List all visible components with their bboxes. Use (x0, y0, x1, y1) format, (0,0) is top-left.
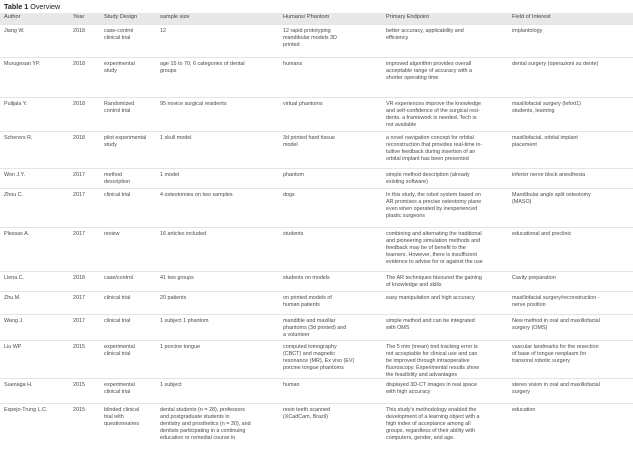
author-cell: Scherers R. (4, 135, 33, 141)
cell-line: New method in oral and maxillofacial (512, 318, 600, 324)
cell-line: 1 subject 1 phantom (160, 318, 209, 324)
cell-line: porcine tongue phantoms (283, 365, 344, 372)
humans-phantom-cell (283, 295, 332, 309)
cell-line: and pioneering simulation methods and (386, 238, 481, 245)
sample-cell (160, 295, 186, 302)
cell-line: blinded clinical (104, 407, 140, 413)
author-cell: Murugesan YP. (4, 61, 41, 67)
cell-line: phantom (283, 172, 304, 178)
table-row (0, 378, 633, 404)
header-sample-size: sample size (160, 14, 190, 20)
table-row (0, 57, 633, 98)
author-cell: Jiang W. (4, 28, 25, 34)
cell-line: description (104, 179, 131, 186)
table-title: Overview (30, 2, 61, 11)
cell-line: AR promises a precise osteotomy plane (386, 199, 482, 206)
field-cell (512, 172, 585, 179)
field-cell (512, 275, 556, 282)
cell-line: students (283, 231, 304, 237)
cell-line: combining and alternating the traditional (386, 231, 482, 237)
table-row (0, 168, 633, 189)
cell-line: study (104, 142, 117, 149)
cell-line: (MASO) (512, 199, 532, 206)
cell-line: This study's methodology enabled the (386, 407, 477, 413)
cell-line: not acceptable for clinical use and can (386, 351, 478, 358)
header-field-of-interest: Field of Interest (512, 14, 551, 20)
endpoint-cell (386, 28, 464, 42)
sample-cell (160, 61, 245, 75)
humans-phantom-cell (283, 135, 335, 149)
header-year: Year (73, 14, 85, 20)
design-cell (104, 318, 130, 325)
humans-phantom-cell (283, 192, 295, 199)
cell-line: the feasibility and advantages (386, 372, 458, 379)
cell-line: phantoms (3d printed) and (283, 325, 347, 332)
sample-cell (160, 101, 227, 108)
field-cell (512, 61, 598, 68)
cell-line: mandibular models 3D (283, 35, 337, 42)
endpoint-cell (386, 407, 480, 442)
field-cell (512, 318, 600, 332)
cell-line: be improved through intraoperative (386, 358, 470, 365)
cell-line: dental students (n = 28), professors (160, 407, 245, 413)
cell-line: students, learning (512, 108, 555, 115)
year-cell: 2018 (73, 28, 85, 34)
header-study-design: Study Design (104, 14, 138, 20)
cell-line: age 15 to 70; 6 categories of dental (160, 61, 245, 67)
author-cell: Liu WP (4, 344, 22, 350)
cell-line: 1 subject (160, 382, 182, 388)
cell-line: resin teeth scanned (283, 407, 331, 413)
design-cell (104, 295, 130, 302)
table-label: Table 1 (4, 2, 29, 11)
year-cell: 2017 (73, 172, 85, 178)
endpoint-cell (386, 172, 470, 186)
endpoint-cell (386, 275, 482, 289)
cell-line: tuitive feedback during insertion of an (386, 149, 476, 156)
design-cell (104, 344, 135, 358)
cell-line: surgery (OMS) (512, 325, 548, 332)
cell-line: mandible and maxillar (283, 318, 336, 324)
design-cell (104, 28, 133, 42)
year-cell: 2017 (73, 231, 85, 237)
cell-line: computed tomography (283, 344, 337, 350)
sample-cell (160, 407, 251, 442)
humans-phantom-cell (283, 407, 330, 421)
cell-line: dentistry and prosthetics (n = 30), and (160, 421, 251, 428)
cell-line: surgery (512, 389, 530, 396)
sample-cell (160, 135, 191, 142)
cell-line: 1 porcine tongue (160, 344, 201, 350)
cell-line: groups (160, 68, 177, 75)
sample-cell (160, 275, 194, 282)
cell-line: easy manipulation and high accuracy (386, 295, 475, 301)
cell-line: fluoroscopy. Experimental results show (386, 365, 480, 372)
cell-line: Cavity preparation (512, 275, 556, 281)
cell-line: case-control (104, 28, 134, 34)
cell-line: humans (283, 61, 303, 67)
cell-line: human patients (283, 302, 320, 309)
cell-line: 12 rapid prototyping (283, 28, 331, 34)
author-cell: Wang J. (4, 318, 24, 324)
humans-phantom-cell (283, 28, 337, 49)
table-caption (4, 2, 60, 11)
cell-line: 1 skull model (160, 135, 192, 141)
author-cell: Zhu M. (4, 295, 21, 301)
cell-line: virtual phantoms (283, 101, 323, 107)
cell-line: educational and preclinic (512, 231, 572, 237)
year-cell: 2018 (73, 61, 85, 67)
cell-line: acceptable range of accuracy with a (386, 68, 473, 75)
cell-line: plastic surgeons (386, 213, 425, 220)
sample-cell (160, 28, 166, 35)
cell-line: resonance (MR), Ex vivo (EV) (283, 358, 355, 365)
cell-line: dental surgery (operazioni su dente) (512, 61, 599, 67)
design-cell (104, 61, 135, 75)
sample-cell (160, 231, 206, 238)
humans-phantom-cell (283, 172, 304, 179)
endpoint-cell (386, 344, 479, 379)
table-row (0, 271, 633, 292)
cell-line: better accuracy, applicability and (386, 28, 464, 34)
cell-line: with OMS (386, 325, 410, 332)
author-cell: Zhou C. (4, 192, 24, 198)
cell-line: The 5 mm (mean) tool tracking error is (386, 344, 478, 350)
cell-line: and self-confidence of the surgical resi- (386, 108, 480, 115)
table-row (0, 131, 633, 169)
year-cell: 2018 (73, 135, 85, 141)
endpoint-cell (386, 295, 475, 302)
field-cell (512, 135, 578, 149)
cell-line: 3d printed hard tissue (283, 135, 335, 141)
cell-line: 1 model (160, 172, 180, 178)
design-cell (104, 101, 134, 115)
cell-line: existing software) (386, 179, 428, 186)
cell-line: pilot experimental (104, 135, 147, 141)
year-cell: 2015 (73, 344, 85, 350)
endpoint-cell (386, 231, 483, 266)
cell-line: case/control (104, 275, 134, 281)
cell-line: clinical trial (104, 192, 131, 198)
humans-phantom-cell (283, 382, 299, 389)
cell-line: review (104, 231, 120, 237)
field-cell (512, 295, 599, 309)
cell-line: dentists participating in a continuing (160, 428, 246, 435)
cell-line: orbital implant has been presented (386, 156, 469, 163)
endpoint-cell (386, 382, 477, 396)
field-cell (512, 28, 542, 35)
cell-line: efficiency (386, 35, 409, 42)
cell-line: placement (512, 142, 537, 149)
cell-line: 12 (160, 28, 166, 34)
cell-line: clinical trial (104, 351, 131, 358)
cell-line: study (104, 68, 117, 75)
cell-line: inferior nerve block anesthesia (512, 172, 586, 178)
design-cell (104, 192, 130, 199)
header-humans-phantom: Humans/ Phantom (283, 14, 330, 20)
cell-line: simple method and can be integrated (386, 318, 475, 324)
cell-line: development of a learning object with a (386, 414, 480, 421)
author-cell: Suenaga H. (4, 382, 33, 388)
cell-line: VR experiences improve the knowledge (386, 101, 481, 107)
cell-line: even when operated by inexperienced (386, 206, 478, 213)
table-row (0, 291, 633, 315)
cell-line: Mandibular angle split osteotomy (512, 192, 591, 198)
field-cell (512, 101, 581, 115)
cell-line: questionnaires (104, 421, 140, 428)
cell-line: learners. However, there is insufficient (386, 252, 477, 259)
table-row (0, 340, 633, 379)
cell-line: model (283, 142, 298, 149)
humans-phantom-cell (283, 101, 323, 108)
field-cell (512, 407, 535, 414)
cell-line: The AR techniques favoured the gaining (386, 275, 482, 281)
table-row (0, 24, 633, 58)
cell-line: experimental (104, 61, 135, 67)
author-cell: Plessas A. (4, 231, 30, 237)
cell-line: and postgraduate students in (160, 414, 230, 421)
humans-phantom-cell (283, 61, 302, 68)
table-row (0, 188, 633, 228)
cell-line: education or remedial course in (160, 435, 236, 442)
cell-line: clinical trial (104, 35, 131, 42)
sample-cell (160, 344, 200, 351)
table-row (0, 314, 633, 341)
cell-line: implantology (512, 28, 543, 34)
design-cell (104, 407, 139, 428)
cell-line: of base of tongue neoplasm for (512, 351, 587, 358)
cell-line: evidence to advise for or against the use (386, 259, 483, 266)
cell-line: stereo vision in oral and maxillofacial (512, 382, 600, 388)
table-row (0, 97, 633, 132)
field-cell (512, 192, 591, 206)
endpoint-cell (386, 192, 481, 220)
cell-line: 41 two groups (160, 275, 194, 281)
author-cell: Espejo-Trung L.C. (4, 407, 48, 413)
design-cell (104, 172, 130, 186)
cell-line: vascular landmarks for the resection (512, 344, 599, 350)
endpoint-cell (386, 318, 475, 332)
cell-line: with high accuracy (386, 389, 431, 396)
cell-line: displayed 3D-CT images in real space (386, 382, 477, 388)
cell-line: (XCadCam, Brazil) (283, 414, 328, 421)
humans-phantom-cell (283, 231, 303, 238)
endpoint-cell (386, 101, 481, 129)
year-cell: 2018 (73, 275, 85, 281)
cell-line: (CBCT) and magnetic (283, 351, 336, 358)
year-cell: 2015 (73, 382, 85, 388)
cell-line: computers, gender, and age. (386, 435, 455, 442)
endpoint-cell (386, 135, 482, 163)
sample-cell (160, 192, 233, 199)
cell-line: experimental (104, 382, 135, 388)
cell-line: students on models (283, 275, 330, 281)
humans-phantom-cell (283, 344, 354, 372)
cell-line: trial with (104, 414, 124, 421)
year-cell: 2015 (73, 407, 85, 413)
cell-line: clinical trial (104, 389, 131, 396)
cell-line: 95 novice surgical residents (160, 101, 227, 107)
cell-line: maxillofacial surgery/reconstruction - (512, 295, 600, 301)
sample-cell (160, 172, 179, 179)
cell-line: education (512, 407, 536, 413)
year-cell: 2017 (73, 192, 85, 198)
table-row (0, 227, 633, 272)
field-cell (512, 231, 571, 238)
endpoint-cell (386, 61, 472, 82)
cell-line: Randomized (104, 101, 135, 107)
cell-line: In this study, the robot system based on (386, 192, 481, 198)
cell-line: dents. a framework is needed. Tech is (386, 115, 477, 122)
cell-line: feedback may be of benefit to the (386, 245, 466, 252)
cell-line: groups, regardless of their ability with (386, 428, 475, 435)
design-cell (104, 231, 120, 238)
cell-line: nerve position (512, 302, 546, 309)
sample-cell (160, 382, 182, 389)
cell-line: on printed models of (283, 295, 332, 301)
cell-line: control trial (104, 108, 131, 115)
cell-line: experimental (104, 344, 135, 350)
cell-line: 20 patients (160, 295, 187, 301)
cell-line: transoral robotic surgery (512, 358, 571, 365)
cell-line: method (104, 172, 122, 178)
cell-line: maxillofacial, orbital implant (512, 135, 578, 141)
author-cell: Won J.Y. (4, 172, 26, 178)
sample-cell (160, 318, 209, 325)
cell-line: high index of acceptance among all (386, 421, 471, 428)
humans-phantom-cell (283, 318, 346, 339)
cell-line: improved algorithm provides overall (386, 61, 472, 67)
cell-line: clinical trial (104, 295, 131, 301)
header-primary-endpoint: Primary Endpoint (386, 14, 429, 20)
field-cell (512, 382, 600, 396)
design-cell (104, 275, 133, 282)
cell-line: dogs (283, 192, 295, 198)
cell-line: 16 articles included (160, 231, 207, 237)
cell-line: shorter operating time (386, 75, 439, 82)
field-cell (512, 344, 599, 365)
cell-line: a volunteer (283, 332, 310, 339)
cell-line: 4 osteotomies on two samples (160, 192, 233, 198)
author-cell: Llena C. (4, 275, 25, 281)
cell-line: clinical trial (104, 318, 131, 324)
author-cell: Pulijala Y. (4, 101, 28, 107)
cell-line: maxillofacial surgery (lefort1) (512, 101, 581, 107)
design-cell (104, 135, 146, 149)
cell-line: simple method description (already (386, 172, 470, 178)
cell-line: reconstruction that provides real-time in- (386, 142, 483, 149)
table-row (0, 403, 633, 476)
cell-line: not available (386, 122, 417, 129)
cell-line: of knowledge and skills (386, 282, 442, 289)
header-author: Author (4, 14, 21, 20)
cell-line: printed (283, 42, 300, 49)
cell-line: human (283, 382, 300, 388)
year-cell: 2017 (73, 318, 85, 324)
cell-line: a novel navigation concept for orbital (386, 135, 474, 141)
humans-phantom-cell (283, 275, 330, 282)
design-cell (104, 382, 135, 396)
year-cell: 2018 (73, 101, 85, 107)
year-cell: 2017 (73, 295, 85, 301)
